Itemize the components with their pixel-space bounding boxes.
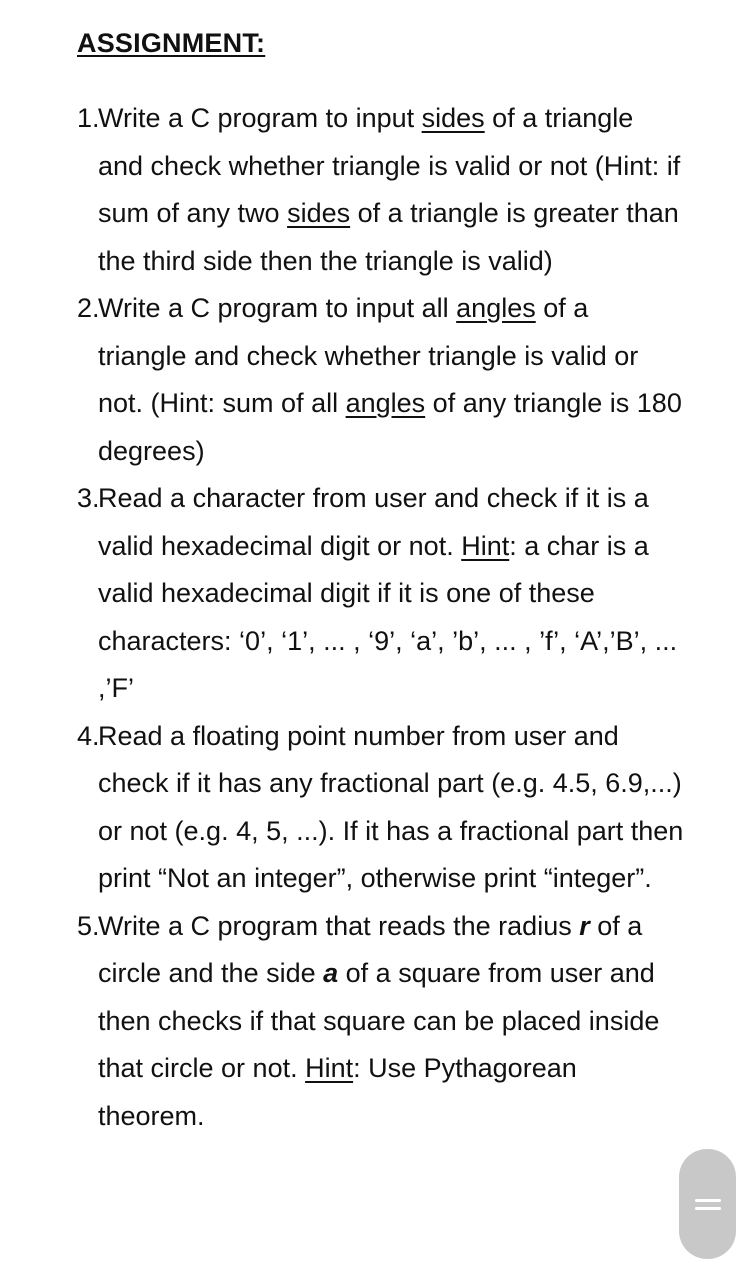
- item-number: 5.: [77, 910, 100, 941]
- assignment-item: [77, 475, 684, 713]
- item-number: 1.: [77, 103, 100, 134]
- variable-name: a: [323, 958, 339, 989]
- variable-name: r: [579, 910, 590, 941]
- item-text: of a circle and the side: [98, 910, 643, 989]
- underlined-term: Hint: [461, 530, 510, 561]
- underlined-term: Hint: [305, 1053, 354, 1084]
- item-text: Read a character from user and check if it is a valid hexadecimal digit or not.: [98, 483, 649, 561]
- assignment-heading: ASSIGNMENT:: [77, 28, 266, 58]
- underlined-term: sides: [287, 198, 351, 229]
- assignment-item: [77, 95, 684, 285]
- underlined-term: angles: [456, 293, 536, 324]
- item-text: Read a floating point number from user and check if it has any fractional part (e.g. 4.5, 6.9,...) or not (e.g. 4, 5, ...). If it has a fractional part then print “Not an integer”, otherwise print “integer”.: [98, 720, 684, 894]
- item-number: 2.: [77, 293, 100, 324]
- assignment-item: [77, 285, 684, 475]
- assignment-item: [77, 903, 684, 1141]
- item-text: : Use Pythagorean theorem.: [98, 1053, 577, 1131]
- item-text: of a square from user and then checks if that square can be placed inside that circle or not.: [98, 958, 660, 1084]
- underlined-term: sides: [421, 103, 485, 134]
- assignment-item: [77, 713, 684, 903]
- item-number: 3.: [77, 483, 100, 514]
- item-text: of a triangle is greater than the third side then the triangle is valid): [98, 198, 679, 276]
- item-text: Write a C program that reads the radius: [98, 910, 580, 941]
- scroll-handle[interactable]: [679, 1149, 736, 1259]
- item-text: Write a C program to input: [98, 103, 422, 134]
- item-text: Write a C program to input all: [98, 293, 457, 324]
- grip-icon: [695, 1196, 721, 1212]
- item-text: : a char is a valid hexadecimal digit if it is one of these characters: ‘0’, ‘1’, ... , ‘9’, ‘a’, ’b’, ... , ’f’, ‘A’,’B’, ... ,’F’: [98, 530, 678, 704]
- underlined-term: angles: [345, 388, 426, 419]
- item-text: of a triangle and check whether triangle is valid or not (Hint: if sum of any two: [98, 103, 681, 229]
- item-text: of a triangle and check whether triangle is valid or not. (Hint: sum of all: [98, 293, 639, 419]
- item-text: of any triangle is 180 degrees): [98, 388, 682, 466]
- assignment-list: [77, 95, 684, 1140]
- item-number: 4.: [77, 720, 100, 751]
